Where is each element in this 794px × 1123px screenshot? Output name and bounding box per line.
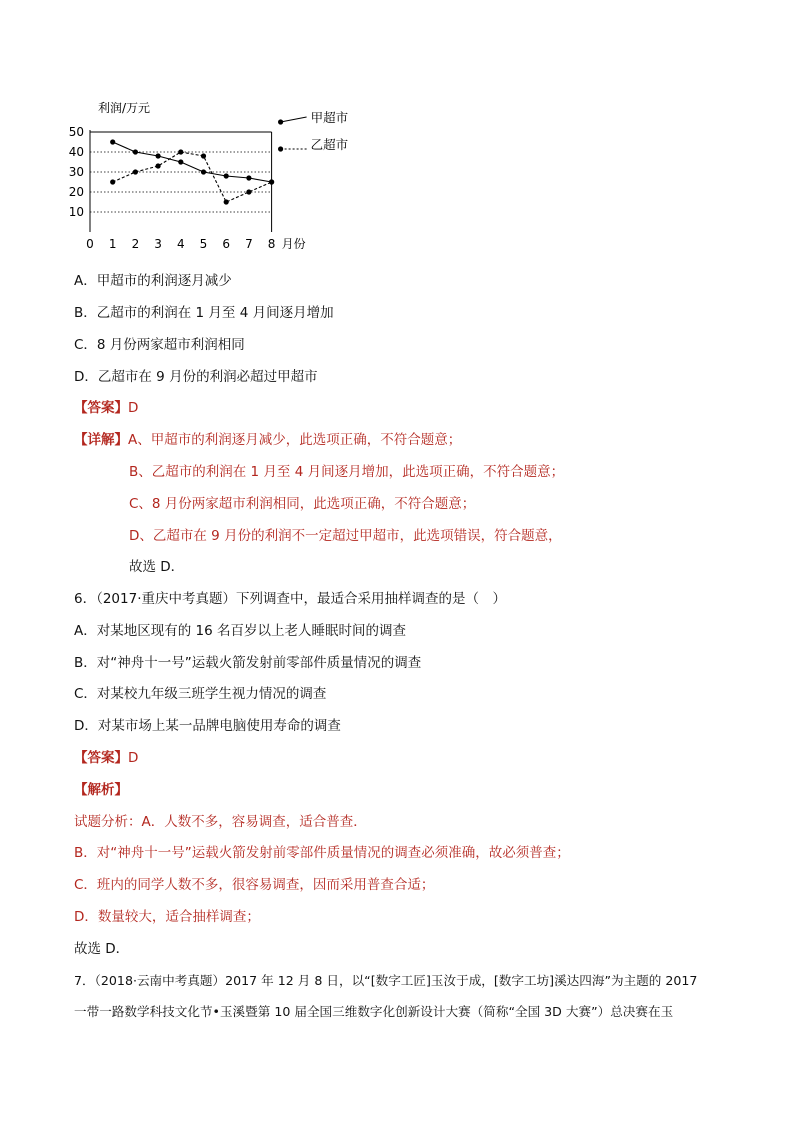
profit-line-chart — [66, 96, 366, 256]
q5-option-a: A．甲超市的利润逐月减少 — [74, 273, 232, 289]
q6-option-b: B．对“神舟十一号”运载火箭发射前零部件质量情况的调查 — [74, 655, 422, 671]
series-1-point — [246, 175, 251, 180]
series-1-point — [110, 139, 115, 144]
series-1-point — [224, 173, 229, 178]
series-1-point — [178, 159, 183, 164]
q7-stem-line-2: 一带一路数学科技文化节•玉溪暨第 10 届全国三维数字化创新设计大赛（简称“全国 3D 大赛”）总决赛在玉 — [74, 1004, 674, 1019]
q5-detail-conclusion: 故选 D． — [129, 559, 185, 575]
x-tick-label: 7 — [245, 237, 253, 251]
q6-analysis-tag: 【解析】 — [74, 782, 128, 798]
series-2-point — [156, 163, 161, 168]
legend-line-1 — [281, 117, 307, 122]
q5-option-c: C．8 月份两家超市利润相同 — [74, 337, 245, 353]
q5-detail-line-3: C、8 月份两家超市利润相同，此选项正确，不符合题意； — [129, 496, 476, 512]
q6-option-d: D．对某市场上某一品牌电脑使用寿命的调查 — [74, 718, 341, 734]
legend-label-2: 乙超市 — [310, 137, 349, 152]
detail-tag: 【详解】 — [74, 432, 128, 448]
answer-value: D — [128, 400, 139, 416]
y-tick-label: 10 — [68, 205, 84, 219]
series-2-point — [246, 189, 251, 194]
x-tick-label: 3 — [154, 237, 162, 251]
q5-detail-line-4: D、乙超市在 9 月份的利润不一定超过甲超市，此选项错误，符合题意， — [129, 528, 562, 544]
y-tick-label: 30 — [68, 165, 84, 179]
q6-option-a: A．对某地区现有的 16 名百岁以上老人睡眠时间的调查 — [74, 623, 406, 639]
q6-analysis-line-4: D．数量较大，适合抽样调查； — [74, 909, 260, 925]
series-1-point — [133, 149, 138, 154]
q5-option-b: B．乙超市的利润在 1 月至 4 月间逐月增加 — [74, 305, 334, 321]
q6-option-c: C．对某校九年级三班学生视力情况的调查 — [74, 686, 327, 702]
series-2-point — [201, 153, 206, 158]
q6-analysis-line-1: 试题分析：A．人数不多，容易调查，适合普查． — [74, 814, 367, 830]
x-tick-label: 4 — [176, 237, 185, 251]
x-tick-label: 2 — [131, 237, 140, 251]
x-tick-label: 1 — [108, 237, 117, 251]
y-axis-label: 利润/万元 — [98, 101, 151, 115]
series-2-point — [133, 169, 138, 174]
chart-canvas — [66, 96, 366, 256]
answer-tag: 【答案】 — [74, 400, 128, 416]
y-tick-label: 20 — [68, 185, 84, 199]
q5-option-d: D．乙超市在 9 月份的利润必超过甲超市 — [74, 369, 318, 385]
series-1-point — [156, 153, 161, 158]
q5-detail-line-2: B、乙超市的利润在 1 月至 4 月间逐月增加，此选项正确，不符合题意； — [129, 464, 565, 480]
q5-detail-line-1 — [74, 430, 461, 450]
answer-tag: 【答案】 — [74, 750, 128, 766]
origin-label: 0 — [86, 237, 94, 251]
q7-stem-line-1: 7．（2018·云南中考真题）2017 年 12 月 8 日，以“[数字工匠]玉汝于成，[数字工坊]溪达四海”为主题的 2017 — [74, 973, 698, 988]
x-tick-label: 5 — [199, 237, 208, 251]
x-tick-label: 8 — [267, 237, 276, 251]
series-1-point — [201, 169, 206, 174]
q6-analysis-line-3: C．班内的同学人数不多，很容易调查，因而采用普查合适； — [74, 877, 435, 893]
x-tick-label: 6 — [222, 237, 231, 251]
q6-stem: 6．（2017·重庆中考真题）下列调查中，最适合采用抽样调查的是（ ） — [74, 591, 506, 607]
x-axis-label: 月份 — [281, 237, 306, 251]
series-2-point — [110, 179, 115, 184]
q6-conclusion: 故选 D． — [74, 941, 130, 957]
q6-answer — [74, 748, 138, 768]
y-tick-label: 40 — [68, 145, 84, 159]
q5-answer — [74, 398, 138, 418]
q6-analysis-line-2: B．对“神舟十一号”运载火箭发射前零部件质量情况的调查必须准确，故必须普查； — [74, 845, 570, 861]
answer-value: D — [128, 750, 139, 766]
series-2-point — [224, 199, 229, 204]
y-tick-label: 50 — [68, 125, 84, 139]
detail-text: A、甲超市的利润逐月减少，此选项正确，不符合题意； — [128, 432, 462, 448]
series-2-point — [178, 149, 183, 154]
series-2-point — [269, 179, 274, 184]
legend-label-1: 甲超市 — [310, 110, 349, 125]
